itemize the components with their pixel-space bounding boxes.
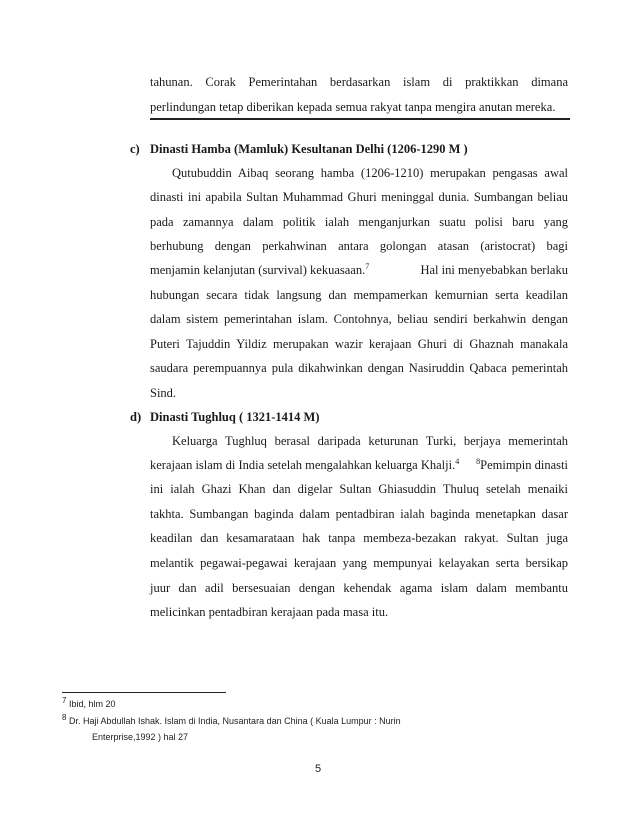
- footnote-separator: [62, 692, 226, 693]
- section-d-title: Dinasti Tughluq ( 1321-1414 M): [150, 410, 320, 424]
- section-c-line-7: dalam sistem pemerintahan islam. Contohnya, beliau sendiri berkahwin dengan: [150, 312, 568, 326]
- intro-line-1: tahunan. Corak Pemerintahan berdasarkan islam di praktikkan dimana: [150, 75, 568, 89]
- section-d-line-4: takhta. Sumbangan baginda dalam pentadbiran ialah baginda menetapkan dasar: [150, 507, 568, 521]
- section-c-line-1: Qutubuddin Aibaq seorang hamba (1206-1210) merupakan pengasas awal: [172, 166, 568, 180]
- section-d-line-8: melicinkan pentadbiran kerajaan pada masa itu.: [150, 605, 389, 619]
- footnote-8-text: Dr. Haji Abdullah Ishak. Islam di India, Nusantara dan China ( Kuala Lumpur : Nurin: [68, 716, 401, 726]
- footnote-ref-7[interactable]: 7: [365, 261, 370, 271]
- section-d-line-3: ini ialah Ghazi Khan dan digelar Sultan Ghiasuddin Thuluq setelah menaiki: [150, 482, 568, 496]
- section-d-line-6: melantik pegawai-pegawai kerajaan yang mempunyai kelayakan serta bersikap: [150, 556, 568, 570]
- section-d-line-2-tail: [476, 457, 568, 473]
- section-c-line-8: Puteri Tajuddin Yildiz merupakan wazir kerajaan Ghuri di Ghaznah manakala: [150, 337, 568, 351]
- page-number: 5: [315, 763, 322, 775]
- section-c-line-5-text: menjamin kelanjutan (survival) kekuasaan.: [150, 263, 366, 277]
- section-c-line-4: berhubung dengan perkahwinan antara golongan atasan (aristocrat) bagi: [150, 239, 568, 253]
- section-d-line-5: keadilan dan kesamarataan hak tanpa membeza-bezakan rakyat. Sultan juga: [150, 531, 568, 545]
- footnote-7-number: 7: [62, 696, 67, 705]
- section-d-marker: d): [130, 410, 142, 424]
- footnote-ref-8[interactable]: 8: [476, 456, 481, 466]
- footnote-8-continuation: Enterprise,1992 ) hal 27: [92, 732, 189, 742]
- section-c-line-2: dinasti ini apabila Sultan Muhammad Ghuri meninggal dunia. Sumbangan beliau: [150, 190, 568, 204]
- intro-line-2: perlindungan tetap diberikan kepada semua rakyat tanpa mengira anutan mereka.: [150, 100, 556, 114]
- footnote-7-text: Ibid, hlm 20: [68, 699, 116, 709]
- section-d-line-2: [150, 457, 568, 473]
- section-c-line-9: saudara perempuannya pula dikahwinkan dengan Nasiruddin Qabaca pemerintah: [150, 361, 568, 375]
- section-c-line-5-tail: Hal ini menyebabkan berlaku: [420, 263, 568, 277]
- section-d-line-2-text: kerajaan islam di India setelah mengalahkan keluarga Khalji.: [150, 458, 456, 472]
- section-c-line-5: [150, 262, 568, 278]
- footnote-7: [62, 696, 116, 709]
- section-c-line-6: hubungan secara tidak langsung dan mempamerkan kemurnian serta keadilan: [150, 288, 568, 302]
- section-c-title: Dinasti Hamba (Mamluk) Kesultanan Delhi (1206-1290 M ): [150, 142, 468, 156]
- section-d-line-2-tail-text: Pemimpin dinasti: [480, 458, 568, 472]
- section-c-marker: c): [130, 142, 140, 156]
- footnote-8: [62, 713, 401, 726]
- footnote-ref-4[interactable]: 4: [455, 456, 460, 466]
- footnote-8-number: 8: [62, 713, 67, 722]
- section-d-line-7: juur dan adil bersesuaian dengan kehendak agama islam dalam membantu: [150, 581, 568, 595]
- section-c-line-3: pada zamannya dalam politik ialah menganjurkan suatu polisi baru yang: [150, 215, 568, 229]
- section-divider: [150, 118, 570, 120]
- section-d-line-1: Keluarga Tughluq berasal daripada keturunan Turki, berjaya memerintah: [172, 434, 568, 448]
- section-c-line-10: Sind.: [150, 386, 177, 400]
